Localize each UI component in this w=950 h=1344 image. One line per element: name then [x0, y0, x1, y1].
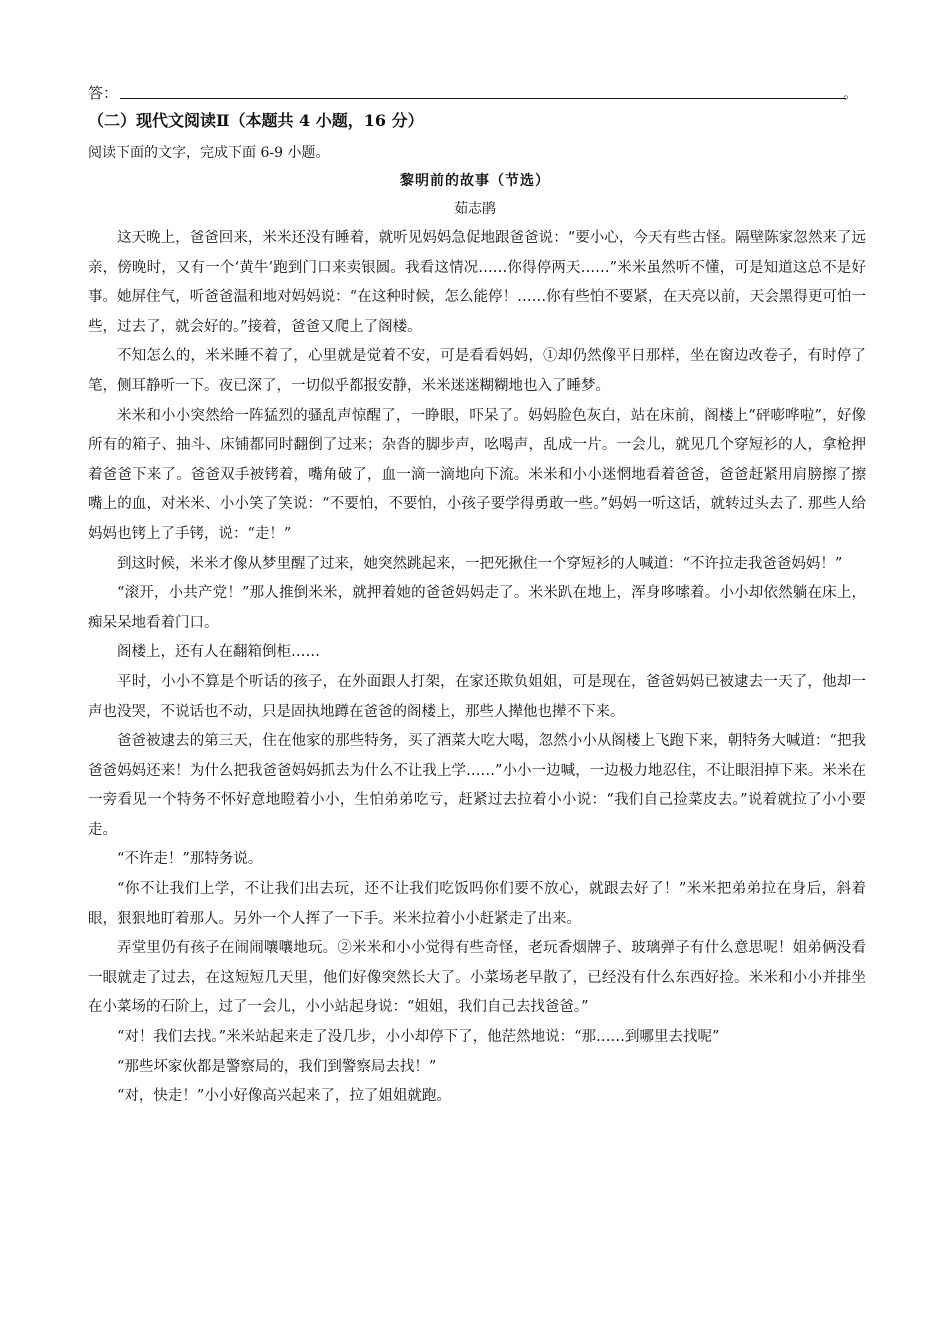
paragraph: 这天晚上，爸爸回来，米米还没有睡着，就听见妈妈急促地跟爸爸说：“要小心，今天有些古怪。隔壁陈家忽然来了远亲，傍晚时，又有一个‘黄牛’跑到门口来卖银圆。我看这情况……你得停两天……”米米虽然听不懂，可是知道这总不是好事。她屏住气，听爸爸温和地对妈妈说：“在这种时候，怎么能停！……你有些怕不要紧，在天亮以前，天会黑得更可怕一些，过去了，就会好的。”接着，爸爸又爬上了阁楼。 [88, 230, 866, 335]
story-body [88, 224, 866, 1112]
paragraph: 不知怎么的，米米睡不着了，心里就是觉着不安，可是看看妈妈，①却仍然像平日那样，坐在窗边改卷子，有时停了笔，侧耳静听一下。夜已深了，一切似乎都报安静，米米迷迷糊糊地也入了睡梦。 [88, 348, 866, 394]
answer-line [88, 80, 868, 104]
paragraph: “对！我们去找。”米米站起来走了没几步，小小却停下了，他茫然地说：“那……到哪里去找呢” [117, 1029, 720, 1046]
paragraph: “不许走！”那特务说。 [117, 851, 263, 868]
paragraph: “对，快走！”小小好像高兴起来了，拉了姐姐就跑。 [117, 1088, 451, 1105]
paragraph: 平时，小小不算是个听话的孩子，在外面跟人打架，在家还欺负姐姐，可是现在，爸爸妈妈已被逮去一天了，他却一声也没哭，不说话也不动，只是固执地蹲在爸爸的阁楼上，那些人撵他也撵不下来。 [88, 673, 866, 720]
paragraph: “那些坏家伙都是警察局的，我们到警察局去找！” [117, 1058, 437, 1075]
story-title: 黎明前的故事（节选） [400, 173, 550, 189]
story-author: 茹志鹃 [454, 201, 496, 217]
answer-blank[interactable] [120, 98, 846, 99]
paragraph: 弄堂里仍有孩子在闹闹嚷嚷地玩。②米米和小小觉得有些奇怪，老玩香烟牌子、玻璃弹子有什么意思呢！姐弟俩没看一眼就走了过去，在这短短几天里，他们好像突然长大了。小菜场老早散了，已经没有什么东西好捡。米米和小小并排坐在小菜场的石阶上，过了一会儿，小小站起身说：“姐姐，我们自己去找爸爸。” [88, 940, 866, 1016]
paragraph: 阁楼上，还有人在翻箱倒柜…… [117, 644, 320, 661]
section-title: （二）现代文阅读Ⅱ（本题共 4 小题，16 分） [88, 111, 424, 130]
paragraph: “你不让我们上学，不让我们出去玩，还不让我们吃饭吗你们要不放心，就跟去好了！”米米把弟弟拉在身后，斜着眼，狠狠地盯着那人。另外一个人挥了一下手。米米拉着小小赶紧走了出来。 [88, 881, 866, 927]
answer-label: 答： [88, 84, 119, 102]
answer-end-mark: 。 [842, 84, 858, 102]
paragraph: 爸爸被逮去的第三天，住在他家的那些特务，买了酒菜大吃大喝，忽然小小从阁楼上飞跑下来，朝特务大喊道：“把我爸爸妈妈还来！为什么把我爸爸妈妈抓去为什么不让我上学……”小小一边喊，一边极力地忍住，不让眼泪掉下来。米米在一旁看见一个特务不怀好意地瞪着小小，生怕弟弟吃亏，赶紧过去拉着小小说：“我们自己捡菜皮去。”说着就拉了小小要走。 [88, 733, 866, 838]
paragraph: “滚开，小共产党！”那人推倒米米，就押着她的爸爸妈妈走了。米米趴在地上，浑身哆嗦着。小小却依然躺在床上，痴呆呆地看着门口。 [88, 585, 866, 631]
reading-instructions: 阅读下面的文字，完成下面 6-9 小题。 [88, 145, 330, 161]
paragraph: 米米和小小突然给一阵猛烈的骚乱声惊醒了，一睁眼，吓呆了。妈妈脸色灰白，站在床前，阁楼上“砰嘭哗啦”，好像所有的箱子、抽斗、床铺都同时翻倒了过来；杂沓的脚步声，吆喝声，乱成一片。一会儿，就见几个穿短衫的人，拿枪押着爸爸下来了。爸爸双手被铐着，嘴角破了，血一滴一滴地向下流。米米和小小迷惘地看着爸爸，爸爸赶紧用肩膀擦了擦嘴上的血，对米米、小小笑了笑说：“不要怕，不要怕，小孩子要学得勇敢一些。”妈妈一听这话，就转过头去了. 那些人给妈妈也铐上了手铐，说：“走！” [88, 407, 866, 542]
paragraph: 到这时候，米米才像从梦里醒了过来，她突然跳起来，一把死揪住一个穿短衫的人喊道：“不许拉走我爸爸妈妈！” [117, 555, 843, 572]
